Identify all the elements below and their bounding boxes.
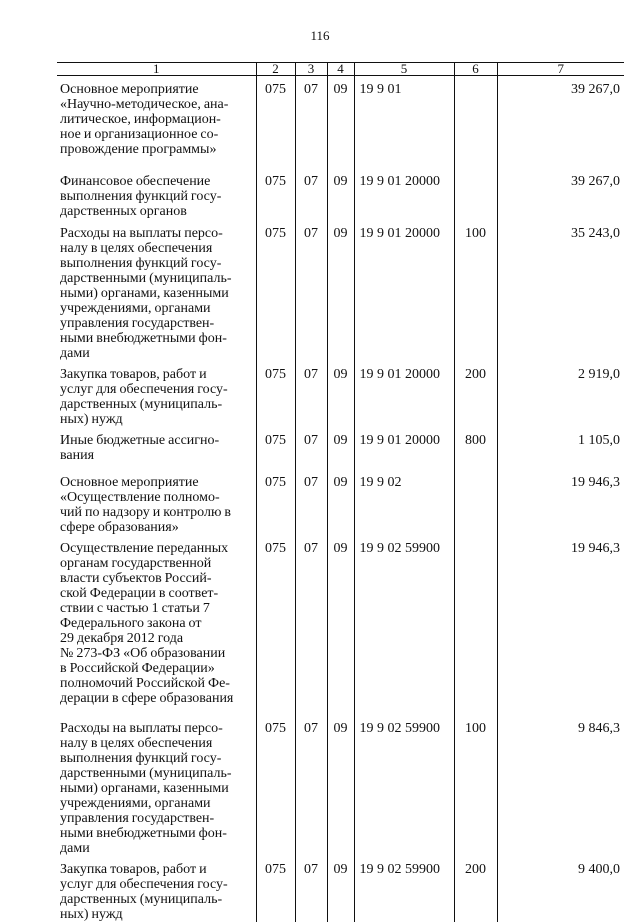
row-description: Иные бюджетные ассигно- вания [60,432,220,463]
row-amount: 1 105,0 [578,432,620,448]
row-section-code-cell [295,361,327,427]
row-expense-type-code [455,168,497,174]
row-section-code: 07 [304,82,318,97]
row-subsection-code: 09 [333,540,348,556]
row-target-article-code: 19 9 02 59900 [359,720,440,736]
row-target-article-code: 19 9 01 20000 [359,173,440,189]
row-target-article-code-cell [354,535,454,715]
row-amount-cell [497,469,624,535]
row-section-code: 07 [304,861,318,877]
row-target-article-code-cell [354,76,454,168]
row-subsection-code-cell [327,715,354,856]
row-department-code-cell [256,76,295,168]
row-description: Закупка товаров, работ и услуг для обеспечения госу- дарственных (муниципаль- ных) нужд [60,861,228,922]
row-target-article-code-cell [354,168,454,220]
row-subsection-code: 09 [333,173,348,189]
row-description: Расходы на выплаты персо- налу в целях обеспечения выполнения функций госу- дарственными (муниципаль- ными) органами, казенными учреждениями, органами управления государствен- ными внебюджетными фон- дами [60,225,232,361]
budget-table [57,62,624,922]
row-section-code: 07 [304,366,318,382]
row-amount-cell [497,220,624,361]
row-subsection-code-cell [327,168,354,220]
row-amount: 9 846,3 [578,720,620,736]
row-description: Расходы на выплаты персо- налу в целях обеспечения выполнения функций госу- дарственными (муниципаль- ными) органами, казенными учреждениями, органами управления государствен- ными внебюджетными фон- дами [60,720,232,856]
row-section-code-cell [295,76,327,168]
row-department-code-cell [256,469,295,535]
row-target-article-code: 19 9 01 20000 [359,432,440,448]
row-target-article-code-cell [354,469,454,535]
row-expense-type-code [455,469,497,475]
row-expense-type-code: 200 [465,861,486,877]
row-subsection-code: 09 [333,861,348,877]
row-section-code-cell [295,856,327,922]
row-description: Осуществление переданных органам государственной власти субъектов Россий- ской Федерации в соответ- ствии с частью 1 статьи 7 Федерального закона от 29 декабря 2012 года № 273-ФЗ «Об образовании в Российской Федерации» полномочий Российской Фе- дерации в сфере образования [60,540,234,706]
row-section-code-cell [295,469,327,535]
row-subsection-code-cell [327,427,354,469]
row-target-article-code: 19 9 01 20000 [359,366,440,382]
row-expense-type-code-cell [454,427,497,469]
row-target-article-code: 19 9 01 20000 [359,225,440,241]
table-row [57,220,624,361]
row-department-code-cell [256,168,295,220]
row-department-code: 075 [265,720,286,736]
row-expense-type-code-cell [454,76,497,168]
row-amount: 39 267,0 [571,82,620,97]
row-section-code-cell [295,168,327,220]
row-target-article-code: 19 9 02 59900 [359,540,440,556]
header-cell: 1 [57,63,256,76]
header-cell: 4 [327,63,354,76]
row-amount: 2 919,0 [578,366,620,382]
row-section-code-cell [295,220,327,361]
row-description-cell [57,168,256,220]
row-section-code: 07 [304,720,318,736]
row-description-cell [57,856,256,922]
table-row [57,535,624,715]
row-department-code-cell [256,361,295,427]
row-department-code: 075 [265,861,286,877]
row-amount-cell [497,168,624,220]
row-expense-type-code: 200 [465,366,486,382]
row-subsection-code: 09 [333,432,348,448]
row-subsection-code: 09 [333,474,348,490]
row-expense-type-code: 800 [465,432,486,448]
header-row [57,63,624,76]
row-subsection-code-cell [327,220,354,361]
row-target-article-code-cell [354,715,454,856]
row-department-code: 075 [265,366,286,382]
table-row [57,856,624,922]
row-description-cell [57,361,256,427]
row-description: Основное мероприятие «Научно-методическое, ана- литическое, информацион- ное и организационное со- провождение программы» [60,82,229,157]
header-cell: 5 [354,63,454,76]
row-department-code: 075 [265,82,286,97]
row-department-code: 075 [265,432,286,448]
row-department-code-cell [256,715,295,856]
row-description-cell [57,220,256,361]
row-target-article-code: 19 9 01 [359,82,402,97]
header-cell: 7 [497,63,624,76]
row-amount: 9 400,0 [578,861,620,877]
row-department-code-cell [256,535,295,715]
row-expense-type-code-cell [454,535,497,715]
row-subsection-code-cell [327,535,354,715]
header-cell: 3 [295,63,327,76]
row-department-code: 075 [265,540,286,556]
row-subsection-code-cell [327,856,354,922]
row-amount-cell [497,535,624,715]
row-section-code-cell [295,715,327,856]
row-target-article-code: 19 9 02 59900 [359,861,440,877]
row-description: Закупка товаров, работ и услуг для обеспечения госу- дарственных (муниципаль- ных) нужд [60,366,228,427]
row-department-code-cell [256,856,295,922]
row-amount-cell [497,427,624,469]
row-description-cell [57,76,256,168]
row-expense-type-code-cell [454,168,497,220]
row-description-cell [57,427,256,469]
row-description: Финансовое обеспечение выполнения функций госу- дарственных органов [60,173,222,219]
row-amount-cell [497,361,624,427]
row-department-code-cell [256,220,295,361]
row-expense-type-code-cell [454,361,497,427]
header-cell: 2 [256,63,295,76]
row-subsection-code: 09 [333,720,348,736]
row-description-cell [57,715,256,856]
row-expense-type-code: 100 [465,720,486,736]
row-expense-type-code-cell [454,856,497,922]
row-department-code: 075 [265,474,286,490]
row-subsection-code: 09 [333,366,348,382]
table-row [57,427,624,469]
row-amount: 19 946,3 [571,474,620,490]
table-row [57,76,624,168]
row-target-article-code-cell [354,361,454,427]
row-subsection-code-cell [327,361,354,427]
row-department-code: 075 [265,225,286,241]
row-amount: 35 243,0 [571,225,620,241]
table-row [57,469,624,535]
row-section-code: 07 [304,225,318,241]
row-subsection-code-cell [327,76,354,168]
row-target-article-code-cell [354,427,454,469]
row-section-code: 07 [304,432,318,448]
row-target-article-code-cell [354,856,454,922]
row-description-cell [57,535,256,715]
row-amount-cell [497,856,624,922]
row-expense-type-code [455,76,497,82]
row-section-code-cell [295,535,327,715]
table-row [57,715,624,856]
row-description-cell [57,469,256,535]
page-number: 116 [310,28,330,43]
row-description: Основное мероприятие «Осуществление полномо- чий по надзору и контролю в сфере образования» [60,474,232,535]
row-department-code: 075 [265,173,286,189]
row-section-code-cell [295,427,327,469]
row-amount: 39 267,0 [571,173,620,189]
row-section-code: 07 [304,540,318,556]
row-amount: 19 946,3 [571,540,620,556]
row-subsection-code-cell [327,469,354,535]
row-subsection-code: 09 [333,225,348,241]
row-expense-type-code [455,535,497,541]
table-row [57,361,624,427]
row-expense-type-code: 100 [465,225,486,241]
row-target-article-code-cell [354,220,454,361]
row-expense-type-code-cell [454,469,497,535]
header-cell: 6 [454,63,497,76]
row-section-code: 07 [304,474,318,490]
row-section-code: 07 [304,173,318,189]
row-expense-type-code-cell [454,715,497,856]
row-department-code-cell [256,427,295,469]
row-amount-cell [497,76,624,168]
table-row [57,168,624,220]
row-expense-type-code-cell [454,220,497,361]
row-subsection-code: 09 [333,82,348,97]
row-target-article-code: 19 9 02 [359,474,402,490]
row-amount-cell [497,715,624,856]
